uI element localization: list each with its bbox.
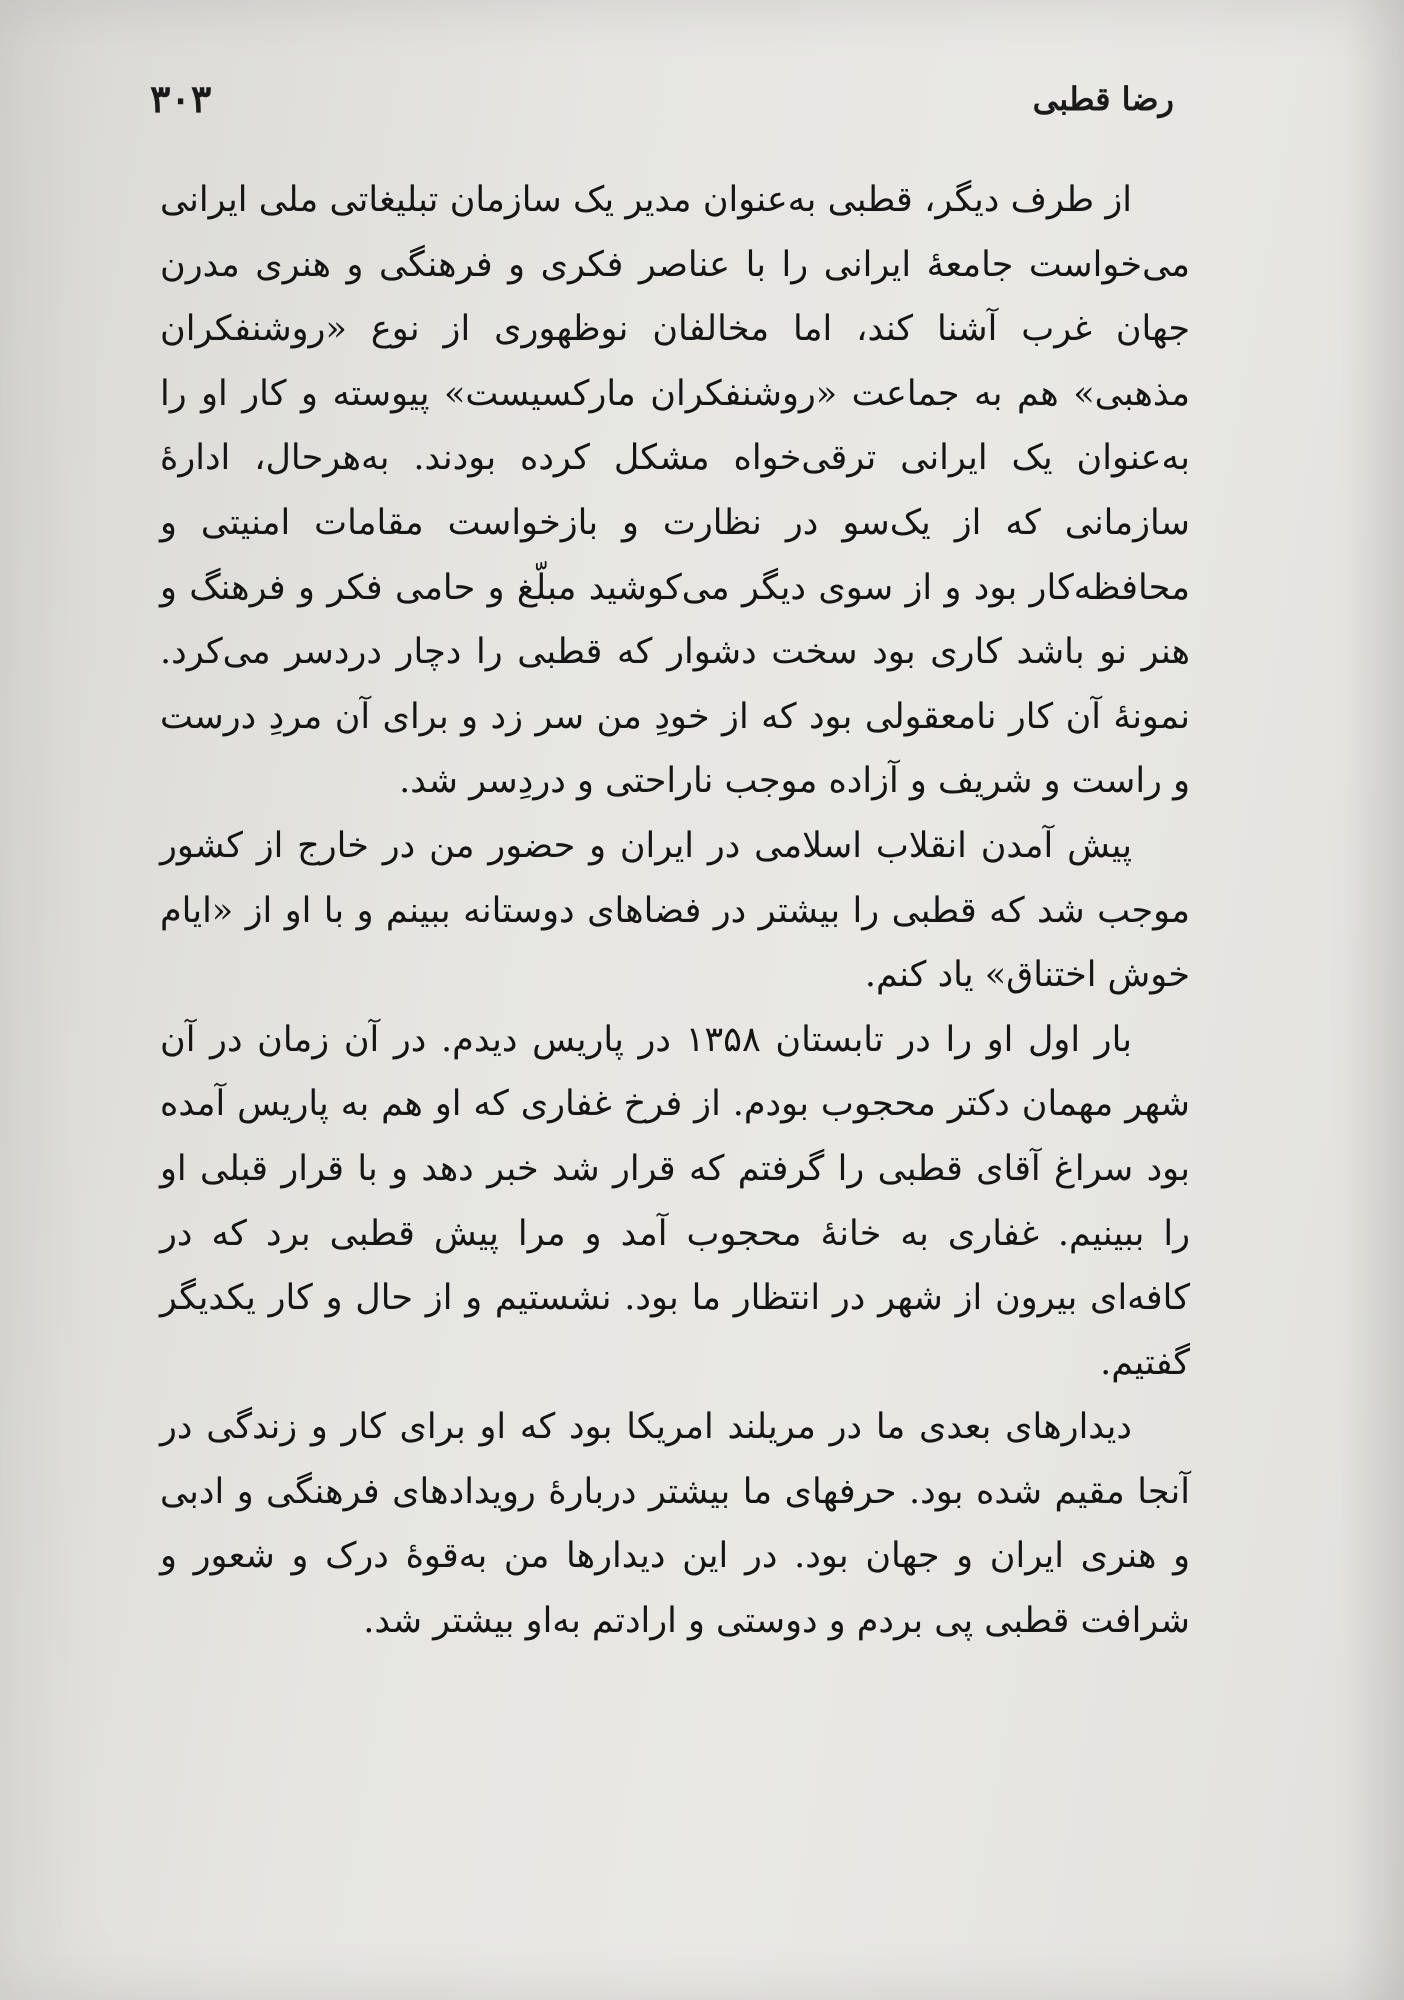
page-shading <box>1344 0 1404 2000</box>
running-header <box>150 76 1244 140</box>
paragraph: دیدارهای بعدی ما در مریلند امریکا بود که او برای کار و زندگی در آنجا مقیم شده بود. حرفهای ما بیشتر دربارهٔ رویدادهای فرهنگی و ادبی و هنری ایران و جهان بود. در این دیدارها من به‌قوهٔ درک و شعور و شرافت قطبی پی بردم و دوستی و ارادتم به‌او بیشتر شد. <box>160 1407 1190 1642</box>
paragraph: بار اول او را در تابستان ۱۳۵۸ در پاریس دیدم. در آن زمان در آن شهر مهمان دکتر محجوب بودم. از فرخ غفاری که او هم به پاریس آمده بود سراغ آقای قطبی را گرفتم که قرار شد خبر دهد و با قرار قبلی او را ببینیم. غفاری به خانهٔ محجوب آمد و مرا پیش قطبی برد که در کافه‌ای بیرون از شهر در انتظار ما بود. نشستیم و از حال و کار یکدیگر گفتیم. <box>160 1019 1190 1383</box>
paragraph: پیش آمدن انقلاب اسلامی در ایران و حضور من در خارج از کشور موجب شد که قطبی را بیشتر در فضاهای دوستانه ببینم و با او از «ایام خوش اختناق» یاد کنم. <box>160 825 1190 996</box>
page-number: ۳۰۳ <box>150 76 212 121</box>
running-head-author: رضا قطبی <box>1032 80 1174 118</box>
paragraph: از طرف دیگر، قطبی به‌عنوان مدیر یک سازمان تبلیغاتی ملی ایرانی می‌خواست جامعهٔ ایرانی را با عناصر فکری و فرهنگی و هنری مدرن جهان غرب آشنا کند، اما مخالفان نوظهوری از نوع «روشنفکران مذهبی» هم به جماعت «روشنفکران مارکسیست» پیوسته و کار او را به‌عنوان یک ایرانی ترقی‌خواه مشکل کرده بودند. به‌هرحال، ادارهٔ سازمانی که از یک‌سو در نظارت و بازخواست مقامات امنیتی و محافظه‌کار بود و از سوی دیگر می‌کوشید مبلّغ و حامی فکر و فرهنگ و هنر نو باشد کاری بود سخت دشوار که قطبی را دچار دردسر می‌کرد. نمونهٔ آن کار نامعقولی بود که از خودِ من سر زد و برای آن مردِ درست و راست و شریف و آزاده موجب ناراحتی و دردِسر شد. <box>160 180 1190 802</box>
body-text <box>160 168 1190 1654</box>
